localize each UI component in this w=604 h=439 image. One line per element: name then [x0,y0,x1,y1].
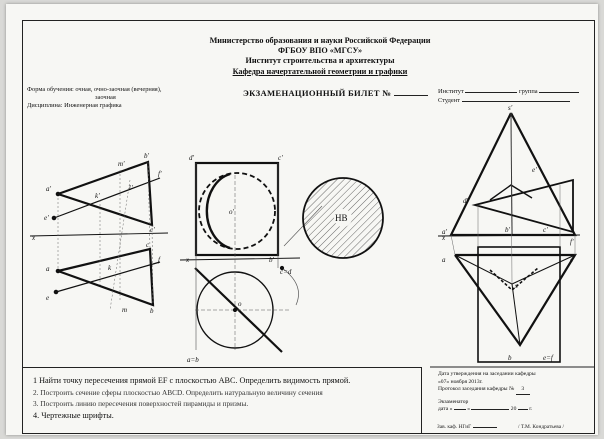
label-e2c: e' [532,166,537,174]
intersection-top [490,268,538,290]
label-b2: b' [144,152,149,160]
task-list [33,375,350,421]
head-label: Зав. каф. НГиГ [437,424,472,430]
label-s1c: s [515,282,518,290]
student-label: Студент [438,97,460,104]
study-form: Форма обучения: очная, очно-заочная (вечерняя), [27,86,162,93]
task-1: 1 Найти точку пересечения прямой EF с плоскостью ABC. Определить видимость прямой. [33,376,351,385]
axis-x-2 [180,258,300,260]
prism-front [475,180,573,232]
label-e2: e' [44,214,49,222]
label-d2c: d' [463,197,468,205]
approval-date: «07» ноября 2013г. [438,378,483,385]
exam-day-field [454,409,466,410]
label-m2: m' [118,160,125,168]
label-m1: m [122,306,128,314]
exam-month-field [471,409,509,410]
label-c1c: c [570,256,574,264]
task2-drawing [180,163,383,352]
label-o1: o [238,300,242,308]
ticket-title-text: ЭКЗАМЕНАЦИОННЫЙ БИЛЕТ № [243,88,392,98]
ministry-line: Министерство образования и науки Российской Федерации [209,36,431,45]
sphere-front [199,173,275,249]
label-f1: f [158,256,160,264]
label-a1c: a [442,256,446,264]
label-c2b: c' [278,154,283,162]
exam-year-prefix: 20 [510,406,517,413]
approval-block [438,371,536,414]
task-4: 4. Чертежные шрифты. [33,410,114,420]
label-b1c: b [508,354,512,362]
label-e1: e [46,294,50,302]
institute-line: Институт строительства и архитектуры [245,56,395,66]
label-a2: a' [46,185,51,193]
label-x2: x [186,256,190,264]
task-2: 2. Построить сечение сферы плоскостью ABCD. Определить натуральную величину сечения [33,387,323,397]
label-ab: a=b [187,356,199,364]
label-o2: o' [229,208,234,216]
point-a2 [56,192,60,196]
group-label: группа [519,88,538,95]
triangle-abc-front [58,162,152,225]
label-b1: b [150,307,154,315]
institute-label: Институт [438,88,464,95]
discipline: Дисциплина: Инженерная графика [27,102,122,110]
university-line: ФГБОУ ВПО «МГСУ» [277,46,363,56]
study-form-extra: заочная [95,94,116,102]
label-b2c: b' [505,226,510,234]
examiner-label: Экзаменатор [438,398,469,405]
exam-year-suffix: г. [529,406,533,413]
label-b2b: b' [269,256,274,264]
label-f2c: f' [570,238,574,246]
head-of-dept [437,424,497,430]
label-a2c: a' [442,228,447,236]
plane-abcd-front [196,163,278,255]
label-c2: c' [150,226,155,234]
exam-date-label: дата « [438,406,453,413]
label-a1: a [46,265,50,273]
label-f2: f' [158,170,162,178]
point-e2 [52,216,56,220]
protocol-label: Протокол заседания кафедры № [438,386,515,393]
point-a1 [56,269,60,273]
task3-drawing [438,113,580,362]
label-k2: k' [95,192,100,200]
task3-labels [441,104,574,362]
exam-year-field [518,409,528,410]
point-e1 [54,290,58,294]
task-3: 3. Построить линию пересечения поверхностей пирамиды и призмы. [33,399,249,408]
label-s2: s' [508,104,513,112]
pyramid-edge-top-2 [455,255,512,284]
point-o1 [233,308,236,311]
axis-x-1 [30,233,168,236]
label-c1: c [146,241,150,249]
head-signature [473,427,497,428]
department-line: Кафедра начертательной геометрии и графики [232,66,408,76]
label-c2c: c' [543,226,548,234]
approval-date-label: Дата утверждения на заседании кафедры [438,371,536,377]
pyramid-front [451,113,575,235]
label-ef1c: e=f [543,354,553,362]
label-12: 1' [128,184,133,192]
label-k1: k [108,264,112,272]
protocol-number: 3 [516,386,530,395]
label-x1: x [32,234,36,242]
head-name: / Т.М. Кондратьева / [518,424,564,430]
exam-date-quote: » [467,406,470,413]
triangle-abc-top [58,249,153,305]
label-cd: c=d [280,268,292,276]
label-x3: x [442,234,446,242]
pyramid-top [455,255,575,345]
label-d2: d' [189,154,194,162]
label-true-size: НВ [335,213,348,223]
